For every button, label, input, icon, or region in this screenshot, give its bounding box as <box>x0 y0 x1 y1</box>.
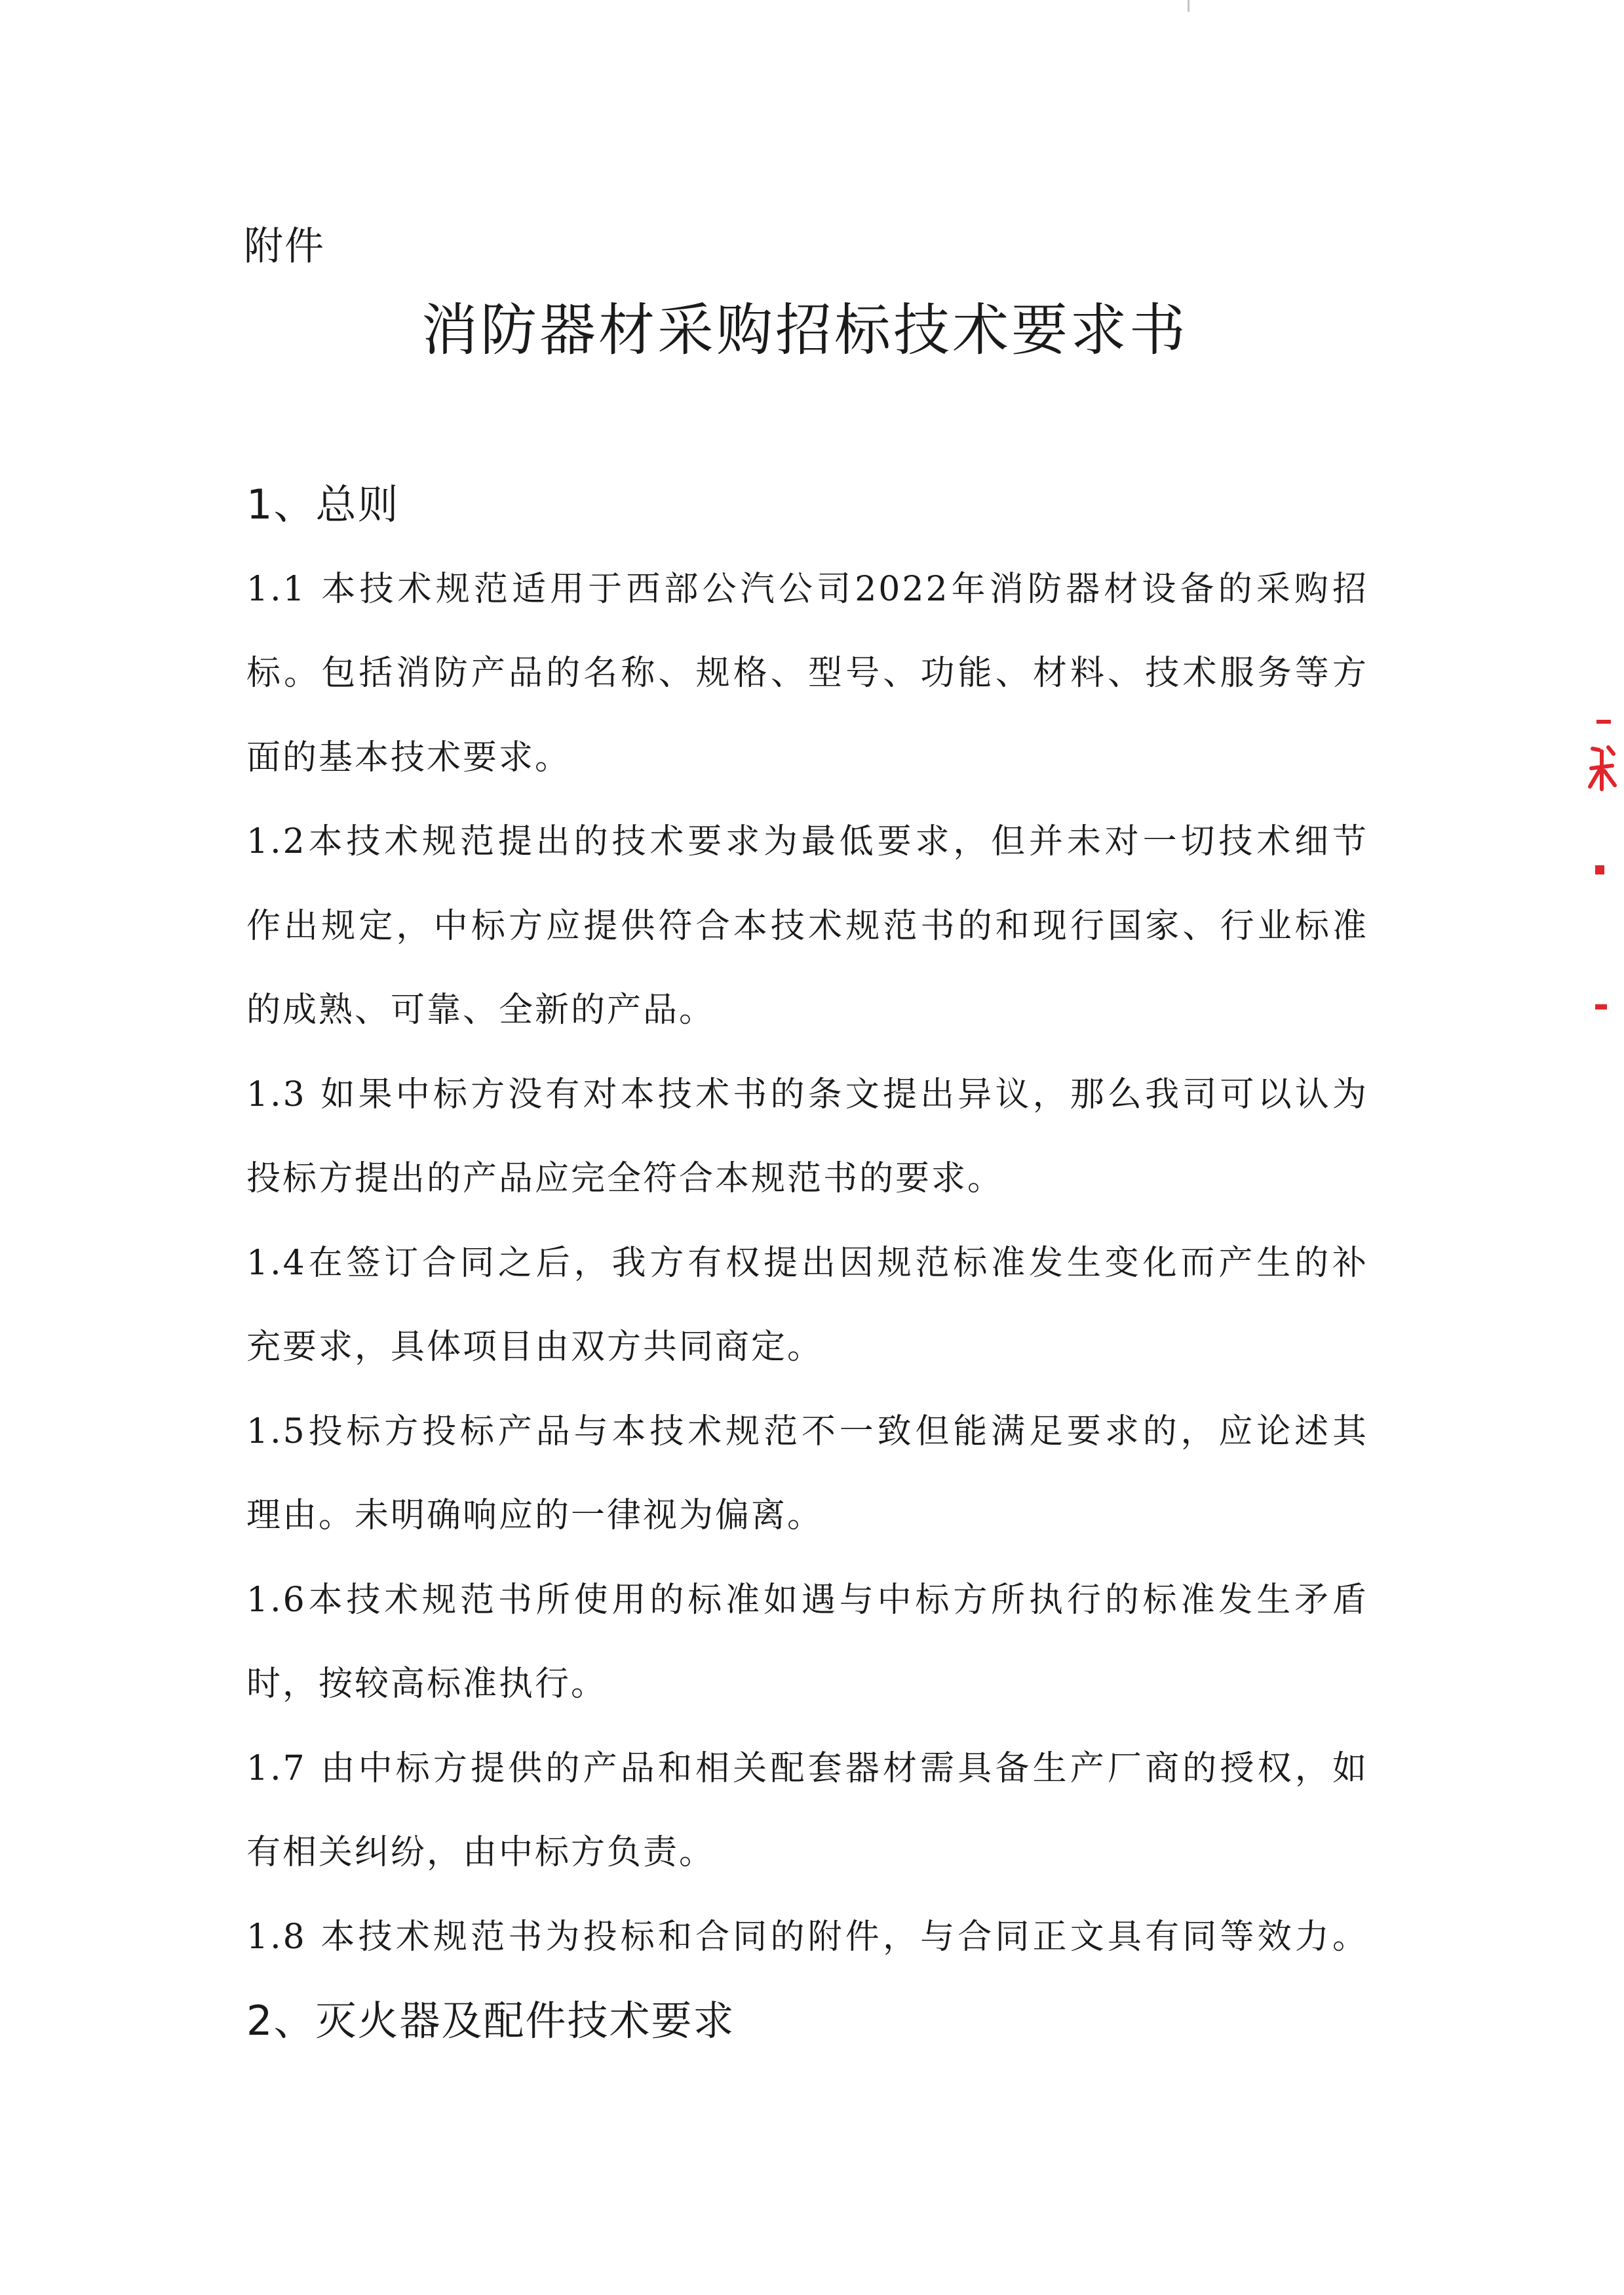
clause-1-8 <box>246 1895 1368 1980</box>
document-title: 消防器材采购招标技术要求书 <box>421 298 1188 363</box>
section-heading-extinguishers: 2、灭火器及配件技术要求 <box>246 1997 735 2045</box>
clause-1-7 <box>246 1727 1368 1895</box>
clause-line: 作出规定，中标方应提供符合本技术规范书的和现行国家、行业标准 <box>246 906 1368 946</box>
clause-line: 充要求，具体项目由双方共同商定。 <box>246 1327 824 1367</box>
clause-1-4 <box>246 1221 1368 1390</box>
document-body <box>246 463 1368 2064</box>
clause-1-1 <box>246 547 1368 800</box>
clause-1-2 <box>246 800 1368 1053</box>
clause-line: 1.7 由中标方提供的产品和相关配套器材需具备生产厂商的授权，如 <box>246 1748 1368 1788</box>
clause-line: 时，按较高标准执行。 <box>246 1664 608 1704</box>
clause-line: 标。包括消防产品的名称、规格、型号、功能、材料、技术服务等方 <box>246 654 1368 693</box>
red-seal-fragment <box>1579 708 1624 1023</box>
clause-line: 1.3 如果中标方没有对本技术书的条文提出异议，那么我司可以认为 <box>246 1074 1368 1114</box>
clause-1-6 <box>246 1558 1368 1727</box>
attachment-label: 附件 <box>244 224 325 269</box>
clause-line: 投标方提出的产品应完全符合本规范书的要求。 <box>246 1159 1004 1198</box>
clause-line: 1.1 本技术规范适用于西部公汽公司2022年消防器材设备的采购招 <box>246 569 1368 609</box>
clause-1-3 <box>246 1053 1368 1221</box>
clause-line: 1.2本技术规范提出的技术要求为最低要求，但并未对一切技术细节 <box>246 822 1368 861</box>
clause-line: 1.8 本技术规范书为投标和合同的附件，与合同正文具有同等效力。 <box>246 1917 1368 1957</box>
clause-line: 有相关纠纷，由中标方负责。 <box>246 1833 716 1872</box>
clause-line: 的成熟、可靠、全新的产品。 <box>246 991 716 1030</box>
scan-edge-mark <box>1188 0 1189 12</box>
clause-line: 1.5投标方投标产品与本技术规范不一致但能满足要求的，应论述其 <box>246 1411 1368 1451</box>
clause-line: 面的基本技术要求。 <box>246 737 571 777</box>
clause-line: 1.6本技术规范书所使用的标准如遇与中标方所执行的标准发生矛盾 <box>246 1580 1368 1620</box>
clause-line: 1.4在签订合同之后，我方有权提出因规范标准发生变化而产生的补 <box>246 1243 1368 1283</box>
section-heading-general: 1、总则 <box>246 481 400 528</box>
clause-1-5 <box>246 1390 1368 1558</box>
clause-line: 理由。未明确响应的一律视为偏离。 <box>246 1496 824 1535</box>
